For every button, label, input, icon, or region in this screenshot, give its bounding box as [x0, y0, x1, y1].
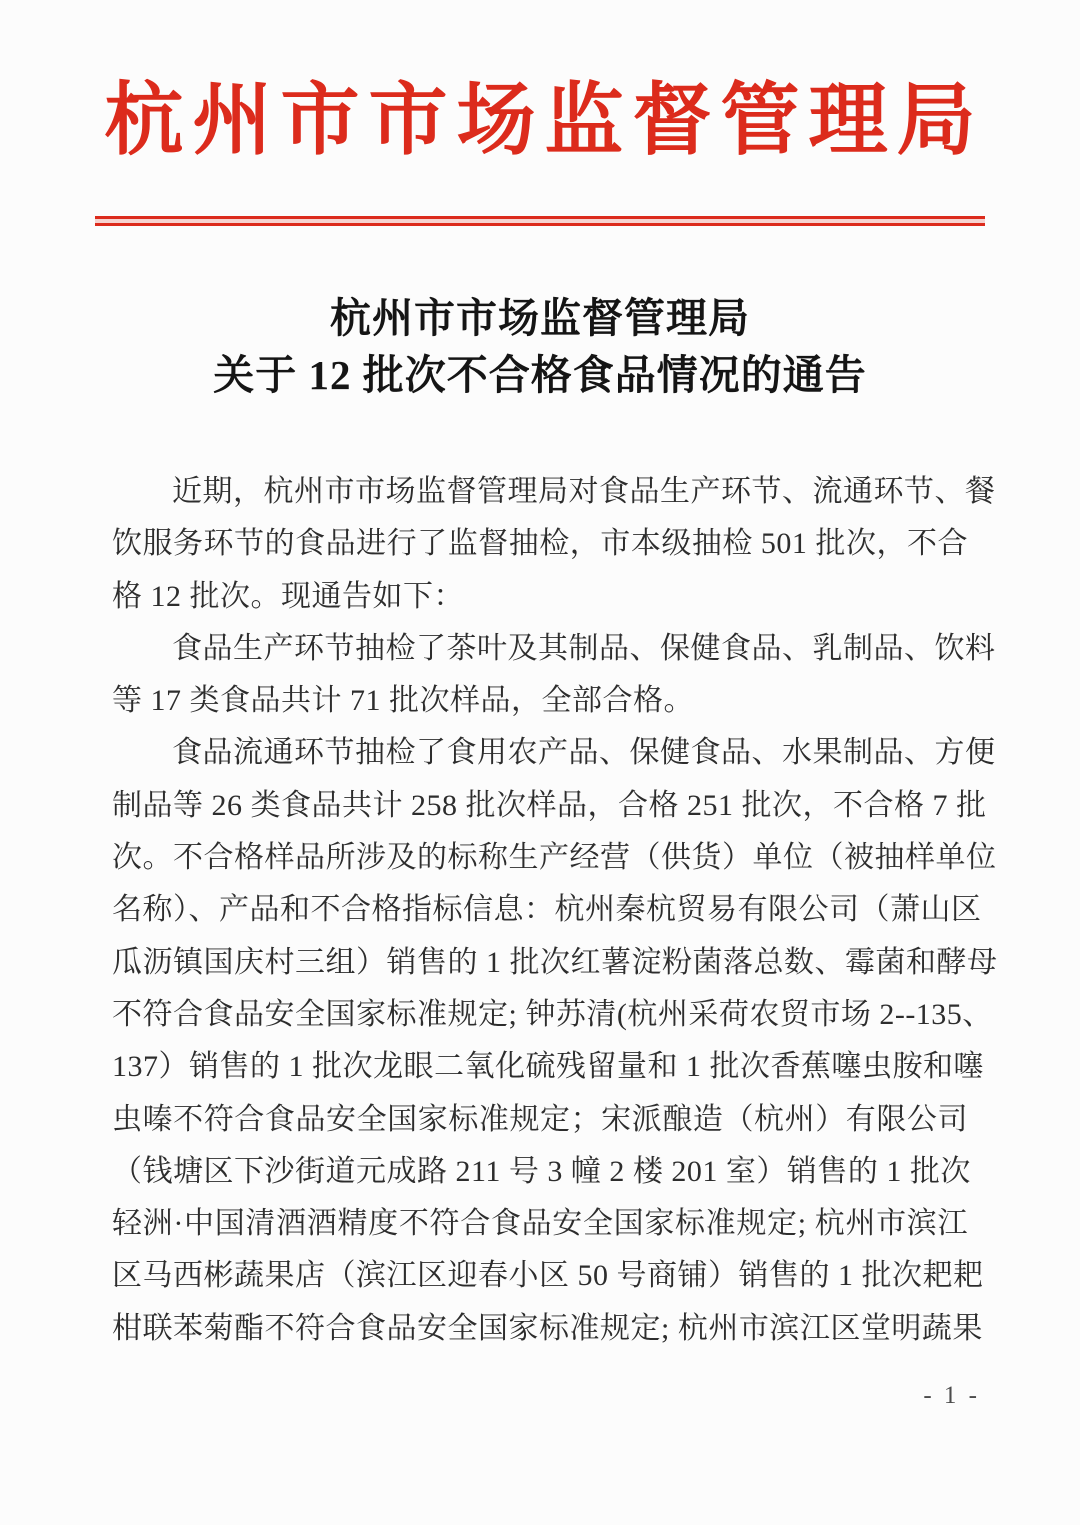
letterhead [0, 0, 1080, 226]
body-line: 制品等 26 类食品共计 258 批次样品，合格 251 批次，不合格 7 批 [112, 788, 987, 822]
body-line: 饮服务环节的食品进行了监督抽检，市本级抽检 501 批次，不合 [112, 527, 968, 561]
body-line: 区马西彬蔬果店（滨江区迎春小区 50 号商铺）销售的 1 批次耙耙 [112, 1259, 984, 1293]
body-line: 格 12 批次。现通告如下： [112, 579, 464, 613]
document-title [0, 290, 1080, 404]
body-line: 次。不合格样品所涉及的标称生产经营（供货）单位（被抽样单位 [112, 841, 997, 875]
body-line: 137）销售的 1 批次龙眼二氧化硫残留量和 1 批次香蕉噻虫胺和噻 [112, 1050, 984, 1084]
document-body [112, 466, 998, 1355]
body-line: 瓜沥镇国庆村三组）销售的 1 批次红薯淀粉菌落总数、霉菌和酵母 [112, 945, 998, 979]
body-line: 名称）、产品和不合格指标信息：杭州秦杭贸易有限公司（萧山区 [112, 893, 982, 927]
document-title-line2: 关于 12 批次不合格食品情况的通告 [213, 352, 867, 398]
document-title-line1: 杭州市市场监督管理局 [330, 295, 750, 341]
body-line: 不符合食品安全国家标准规定; 钟苏清(杭州采荷农贸市场 2--135、 [112, 997, 993, 1031]
body-line: 虫嗪不符合食品安全国家标准规定；宋派酿造（杭州）有限公司 [112, 1102, 968, 1136]
letterhead-divider-rule [95, 216, 985, 226]
agency-name: 杭州市市场监督管理局 [104, 78, 985, 165]
page-number: - 1 - [923, 1382, 980, 1409]
body-line: 等 17 类食品共计 71 批次样品，全部合格。 [112, 684, 694, 718]
body-line: 食品生产环节抽检了茶叶及其制品、保健食品、乳制品、饮料 [172, 631, 996, 665]
body-line: （钱塘区下沙街道元成路 211 号 3 幢 2 楼 201 室）销售的 1 批次 [112, 1154, 971, 1188]
body-line: 食品流通环节抽检了食用农产品、保健食品、水果制品、方便 [172, 736, 996, 770]
body-line: 轻洲·中国清酒酒精度不符合食品安全国家标准规定; 杭州市滨江 [112, 1207, 968, 1241]
body-line: 近期，杭州市市场监督管理局对食品生产环节、流通环节、餐 [172, 475, 996, 508]
body-line: 柑联苯菊酯不符合食品安全国家标准规定; 杭州市滨江区堂明蔬果 [112, 1311, 983, 1345]
